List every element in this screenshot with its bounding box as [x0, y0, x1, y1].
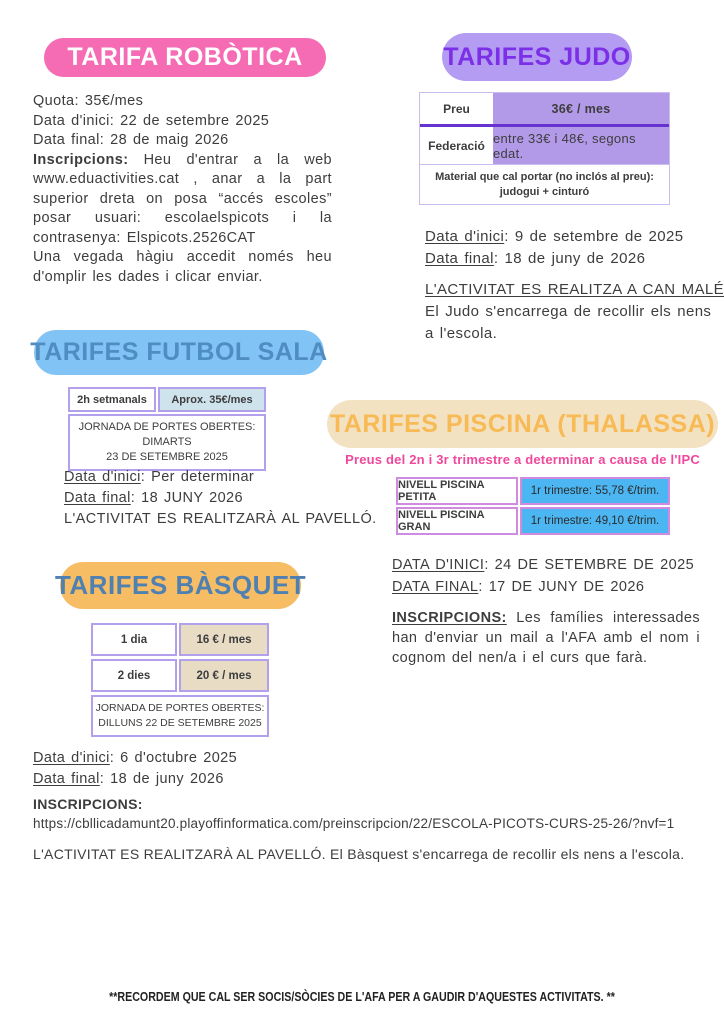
- robotica-quota: Quota: 35€/mes: [33, 93, 144, 109]
- robotica-data-inici: Data d'inici: 22 de setembre 2025: [33, 112, 270, 129]
- basquet-data-final-label: Data final: [33, 771, 100, 787]
- judo-data-final-label: Data final: [425, 250, 494, 267]
- judo-data-final-value: : 18 de juny de 2026: [493, 250, 646, 267]
- basquet-data-inici-label: Data d'inici: [33, 750, 110, 766]
- judo-material-cell: [420, 164, 669, 204]
- piscina-data-final: [392, 576, 700, 598]
- futbol-data-final: [64, 488, 364, 509]
- bottom-spacer: [33, 833, 705, 845]
- judo-preu-value-cell: 36€ / mes: [493, 93, 669, 124]
- basquet-table-row-2dies: [91, 659, 269, 692]
- basquet-inscription-url[interactable]: https://cbllicadamunt20.playoffinformatica.com/preinscripcion/22/ESCOLA-PICOTS-CURS-25-26/?nvf=1: [33, 816, 675, 831]
- judo-material-line2: judogui + cinturó: [499, 185, 590, 198]
- piscina-data-inici-label: DATA D'INICI: [392, 557, 485, 573]
- robotica-info-block: [33, 92, 332, 287]
- basquet-nota: L'ACTIVITAT ES REALITZARÀ AL PAVELLÓ. El Bàsquest s'encarrega de recollir els nens a l'escola.: [33, 846, 685, 862]
- basquet-portes-obertes-cell: [91, 695, 269, 737]
- futbol-title: TARIFES FUTBOL SALA: [30, 338, 328, 366]
- judo-spacer: [425, 270, 724, 279]
- basquet-table-row-1dia: [91, 623, 269, 656]
- basquet-data-final-value: : 18 de juny 2026: [99, 771, 224, 787]
- futbol-price-table: [68, 387, 266, 471]
- piscina-inscripcions-text: Les famílies interessades han d'enviar un mail a l'AFA amb el nom i cognom del nen/a i el curs que farà.: [392, 610, 700, 666]
- piscina-price-table: [396, 477, 670, 537]
- judo-info-block: [425, 226, 724, 345]
- judo-data-inici: [425, 226, 724, 248]
- futbol-table-row-preu: [68, 387, 266, 412]
- piscina-spacer: [392, 598, 700, 608]
- judo-material-line1: Material que cal portar (no inclós al preu):: [435, 171, 654, 183]
- piscina-info-block: [392, 554, 700, 668]
- piscina-petita-value-cell: 1r trimestre: 55,78 €/trim.: [520, 477, 670, 505]
- piscina-data-final-value: : 17 DE JUNY DE 2026: [478, 579, 645, 595]
- basquet-info-block: [33, 748, 333, 790]
- judo-nota: El Judo s'encarrega de recollir els nens a l'escola.: [425, 303, 712, 342]
- judo-title: TARIFES JUDO: [443, 42, 631, 71]
- piscina-data-final-label: DATA FINAL: [392, 579, 479, 595]
- futbol-info-block: [64, 467, 377, 530]
- futbol-data-final-label: Data final: [64, 490, 131, 506]
- judo-table-row-preu: [420, 93, 669, 124]
- piscina-gran-value-cell: 1r trimestre: 49,10 €/trim.: [520, 507, 670, 535]
- piscina-table-row-gran: [396, 507, 670, 535]
- futbol-data-inici-label: Data d'inici: [64, 469, 141, 485]
- judo-data-final: [425, 248, 724, 270]
- futbol-portes-line1: JORNADA DE PORTES OBERTES: DIMARTS: [78, 421, 256, 448]
- piscina-data-inici-value: : 24 DE SETEMBRE DE 2025: [484, 557, 695, 573]
- piscina-gran-label-cell: NIVELL PISCINA GRAN: [396, 507, 518, 535]
- futbol-lloc: L'ACTIVITAT ES REALITZARÀ AL PAVELLÓ.: [64, 511, 377, 527]
- piscina-table-row-petita: [396, 477, 670, 505]
- judo-federacio-label-cell: Federació: [420, 127, 493, 164]
- futbol-data-inici: [64, 467, 364, 488]
- basquet-1dia-value-cell: 16 € / mes: [179, 623, 269, 656]
- robotica-inscripcions-label: Inscripcions:: [33, 151, 129, 168]
- piscina-petita-label-cell: NIVELL PISCINA PETITA: [396, 477, 518, 505]
- basquet-1dia-label-cell: 1 dia: [91, 623, 177, 656]
- basquet-title-badge: [54, 562, 307, 609]
- judo-federacio-value-cell: entre 33€ i 48€, segons edat.: [493, 127, 669, 164]
- basquet-inscripcions-label: INSCRIPCIONS:: [33, 796, 143, 812]
- judo-preu-label-cell: Preu: [420, 93, 493, 124]
- judo-title-badge: [442, 33, 632, 81]
- futbol-data-inici-value: : Per determinar: [140, 469, 255, 485]
- basquet-2dies-label-cell: 2 dies: [91, 659, 177, 692]
- basquet-portes-line1: JORNADA DE PORTES OBERTES:: [95, 702, 265, 714]
- futbol-portes-line2: 23 DE SETEMBRE 2025: [106, 451, 228, 463]
- basquet-portes-line2: DILLUNS 22 DE SETEMBRE 2025: [98, 717, 262, 729]
- robotica-title-badge: [44, 38, 326, 77]
- piscina-inscripcions: [392, 608, 700, 668]
- robotica-inscripcions: [33, 151, 332, 249]
- robotica-data-final: Data final: 28 de maig 2026: [33, 132, 229, 148]
- basquet-data-inici: [33, 748, 333, 769]
- footer-note: **RECORDEM QUE CAL SER SOCIS/SÒCIES DE L'AFA PER A GAUDIR D'AQUESTES ACTIVITATS. **: [109, 989, 615, 1004]
- judo-data-inici-value: : 9 de setembre de 2025: [504, 228, 684, 245]
- judo-price-table: [419, 92, 670, 205]
- basquet-title: TARIFES BÀSQUET: [54, 570, 307, 600]
- basquet-inscripcions-block: [33, 795, 705, 864]
- futbol-hores-cell: 2h setmanals: [68, 387, 156, 412]
- judo-lloc: L'ACTIVITAT ES REALITZA A CAN MALÉ: [425, 281, 724, 298]
- piscina-inscripcions-label: INSCRIPCIONS:: [392, 610, 507, 626]
- judo-table-row-federacio: [420, 127, 669, 164]
- robotica-inscripcions-text: Heu d'entrar a la web www.eduactivities.cat , anar a la part superior dreta on posa “accés escoles” posar usuari: escolaelspicots i la contrasenya: Elspicots.2526CAT: [33, 151, 332, 246]
- basquet-data-inici-value: : 6 d'octubre 2025: [109, 750, 238, 766]
- basquet-price-table: [91, 623, 269, 737]
- piscina-subtitle: Preus del 2n i 3r trimestre a determinar a causa de l'IPC: [345, 452, 700, 467]
- robotica-nota: Una vegada hàgiu accedit només heu d'omplir les dades i clicar enviar.: [33, 249, 332, 285]
- robotica-title: TARIFA ROBÒTICA: [67, 43, 303, 71]
- basquet-data-final: [33, 769, 333, 790]
- piscina-data-inici: [392, 554, 700, 576]
- futbol-portes-obertes-cell: [68, 414, 266, 471]
- piscina-title-badge: [327, 400, 718, 448]
- basquet-2dies-value-cell: 20 € / mes: [179, 659, 269, 692]
- futbol-title-badge: [30, 330, 328, 375]
- piscina-title: TARIFES PISCINA (THALASSA): [329, 409, 716, 438]
- futbol-preu-cell: Aprox. 35€/mes: [158, 387, 266, 412]
- futbol-data-final-value: : 18 JUNY 2026: [130, 490, 243, 506]
- judo-data-inici-label: Data d'inici: [425, 228, 505, 245]
